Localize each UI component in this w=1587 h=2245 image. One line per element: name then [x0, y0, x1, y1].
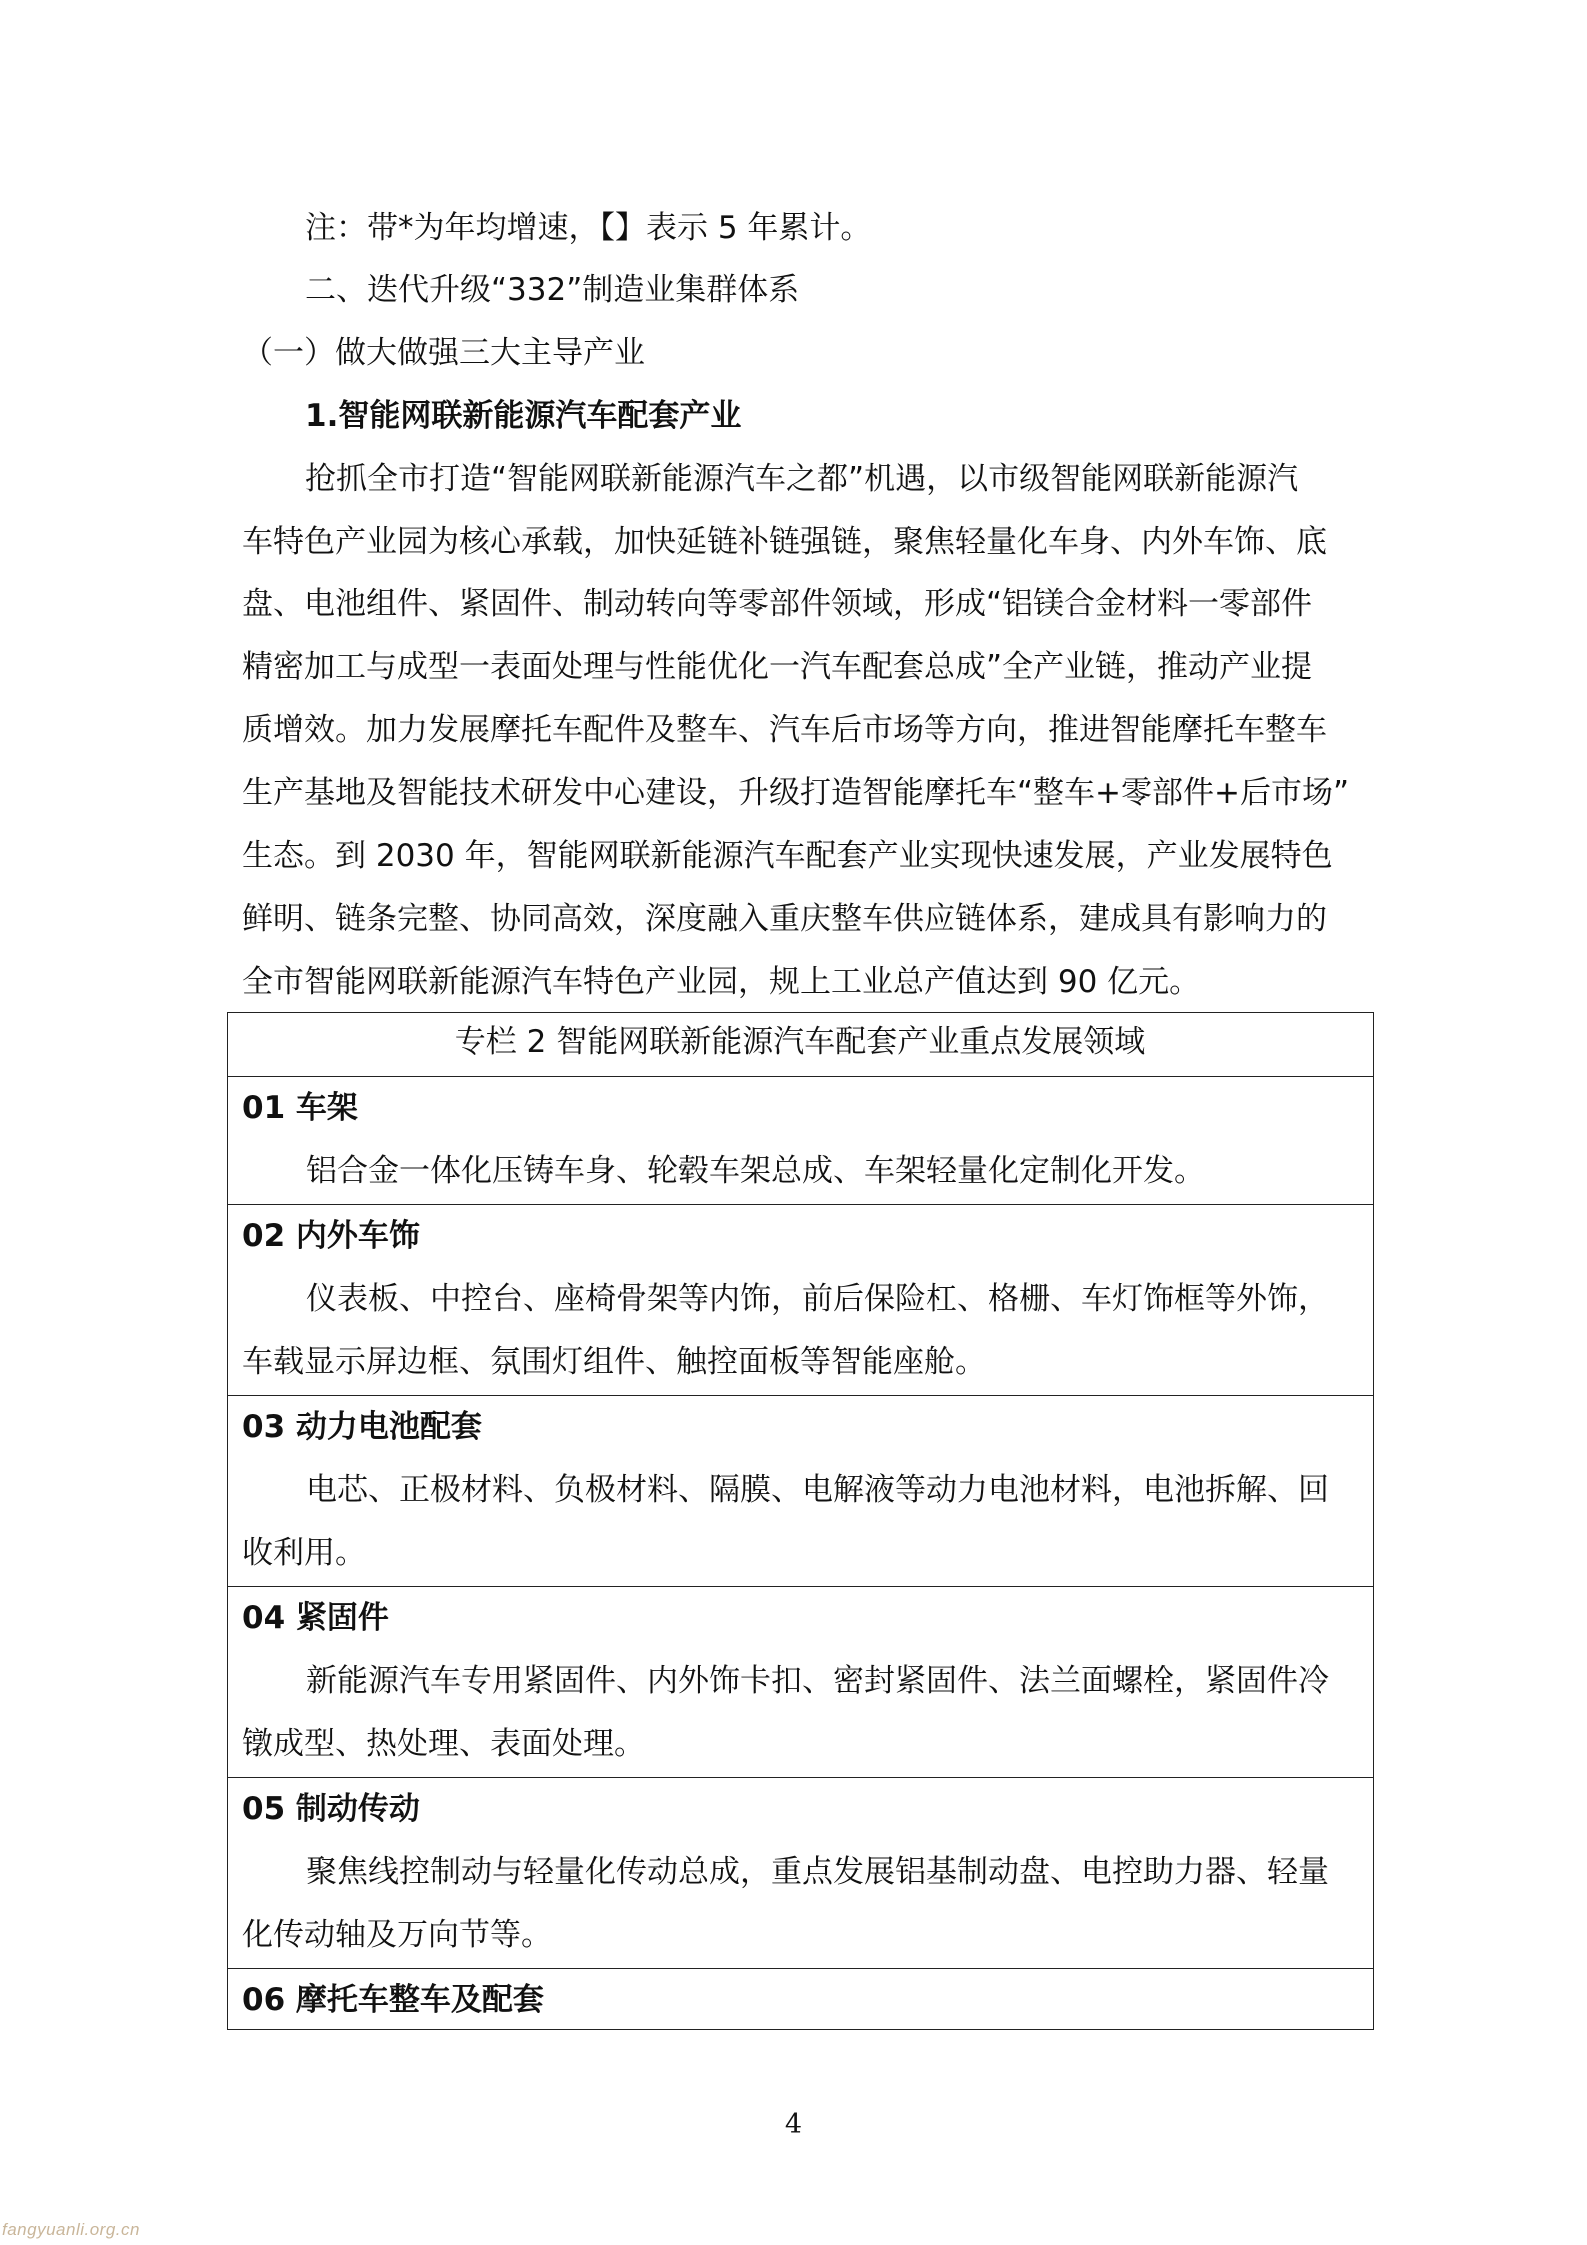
box-section-line: 铝合金一体化压铸车身、轮毂车架总成、车架轻量化定制化开发。 — [306, 1153, 1205, 1189]
row-divider — [228, 1968, 1373, 1969]
box-section-heading: 06 摩托车整车及配套 — [242, 1982, 544, 2018]
page-number: 4 — [784, 2109, 803, 2140]
body-line: 精密加工与成型一表面处理与性能优化一汽车配套总成”全产业链，推动产业提 — [242, 649, 1313, 685]
box-section-heading: 03 动力电池配套 — [242, 1409, 482, 1445]
body-line: 抢抓全市打造“智能网联新能源汽车之都”机遇，以市级智能网联新能源汽 — [305, 461, 1299, 497]
box-section-line: 化传动轴及万向节等。 — [242, 1917, 552, 1953]
body-line: 生产基地及智能技术研发中心建设，升级打造智能摩托车“整车+零部件+后市场” — [242, 775, 1350, 811]
box-title: 专栏 2 智能网联新能源汽车配套产业重点发展领域 — [454, 1024, 1146, 1060]
box-section-line: 聚焦线控制动与轻量化传动总成，重点发展铝基制动盘、电控助力器、轻量 — [306, 1854, 1329, 1890]
item-heading: 1.智能网联新能源汽车配套产业 — [305, 398, 742, 434]
box-section-line: 镦成型、热处理、表面处理。 — [242, 1726, 645, 1762]
box-section-heading: 01 车架 — [242, 1090, 358, 1126]
row-divider — [228, 1777, 1373, 1778]
row-divider — [228, 1204, 1373, 1205]
box-section-line: 电芯、正极材料、负极材料、隔膜、电解液等动力电池材料，电池拆解、回 — [306, 1472, 1329, 1508]
box-section-heading: 05 制动传动 — [242, 1791, 420, 1827]
body-line: 质增效。加力发展摩托车配件及整车、汽车后市场等方向，推进智能摩托车整车 — [242, 712, 1327, 748]
box-section-line: 收利用。 — [242, 1535, 366, 1571]
body-line: 车特色产业园为核心承载，加快延链补链强链，聚焦轻量化车身、内外车饰、底 — [242, 524, 1327, 560]
box-section-heading: 04 紧固件 — [242, 1600, 389, 1636]
box-section-line: 车载显示屏边框、氛围灯组件、触控面板等智能座舱。 — [242, 1344, 986, 1380]
row-divider — [228, 1586, 1373, 1587]
box-section-heading: 02 内外车饰 — [242, 1218, 420, 1254]
body-line: 生态。到 2030 年，智能网联新能源汽车配套产业实现快速发展，产业发展特色 — [242, 838, 1333, 874]
box-section-line: 新能源汽车专用紧固件、内外饰卡扣、密封紧固件、法兰面螺栓，紧固件冷 — [306, 1663, 1329, 1699]
body-line: 鲜明、链条完整、协同高效，深度融入重庆整车供应链体系，建成具有影响力的 — [242, 901, 1327, 937]
row-divider — [228, 1076, 1373, 1077]
table-note: 注：带*为年均增速，【】表示 5 年累计。 — [305, 210, 872, 246]
box-section-line: 仪表板、中控台、座椅骨架等内饰，前后保险杠、格栅、车灯饰框等外饰， — [306, 1281, 1329, 1317]
focus-area-box — [227, 1012, 1374, 2030]
body-line: 全市智能网联新能源汽车特色产业园，规上工业总产值达到 90 亿元。 — [242, 964, 1201, 1000]
watermark: fangyuanli.org.cn — [2, 2220, 140, 2239]
subsection-heading: （一）做大做强三大主导产业 — [242, 335, 645, 371]
row-divider — [228, 1395, 1373, 1396]
section-heading: 二、迭代升级“332”制造业集群体系 — [305, 272, 800, 308]
body-line: 盘、电池组件、紧固件、制动转向等零部件领域，形成“铝镁合金材料一零部件 — [242, 586, 1313, 622]
